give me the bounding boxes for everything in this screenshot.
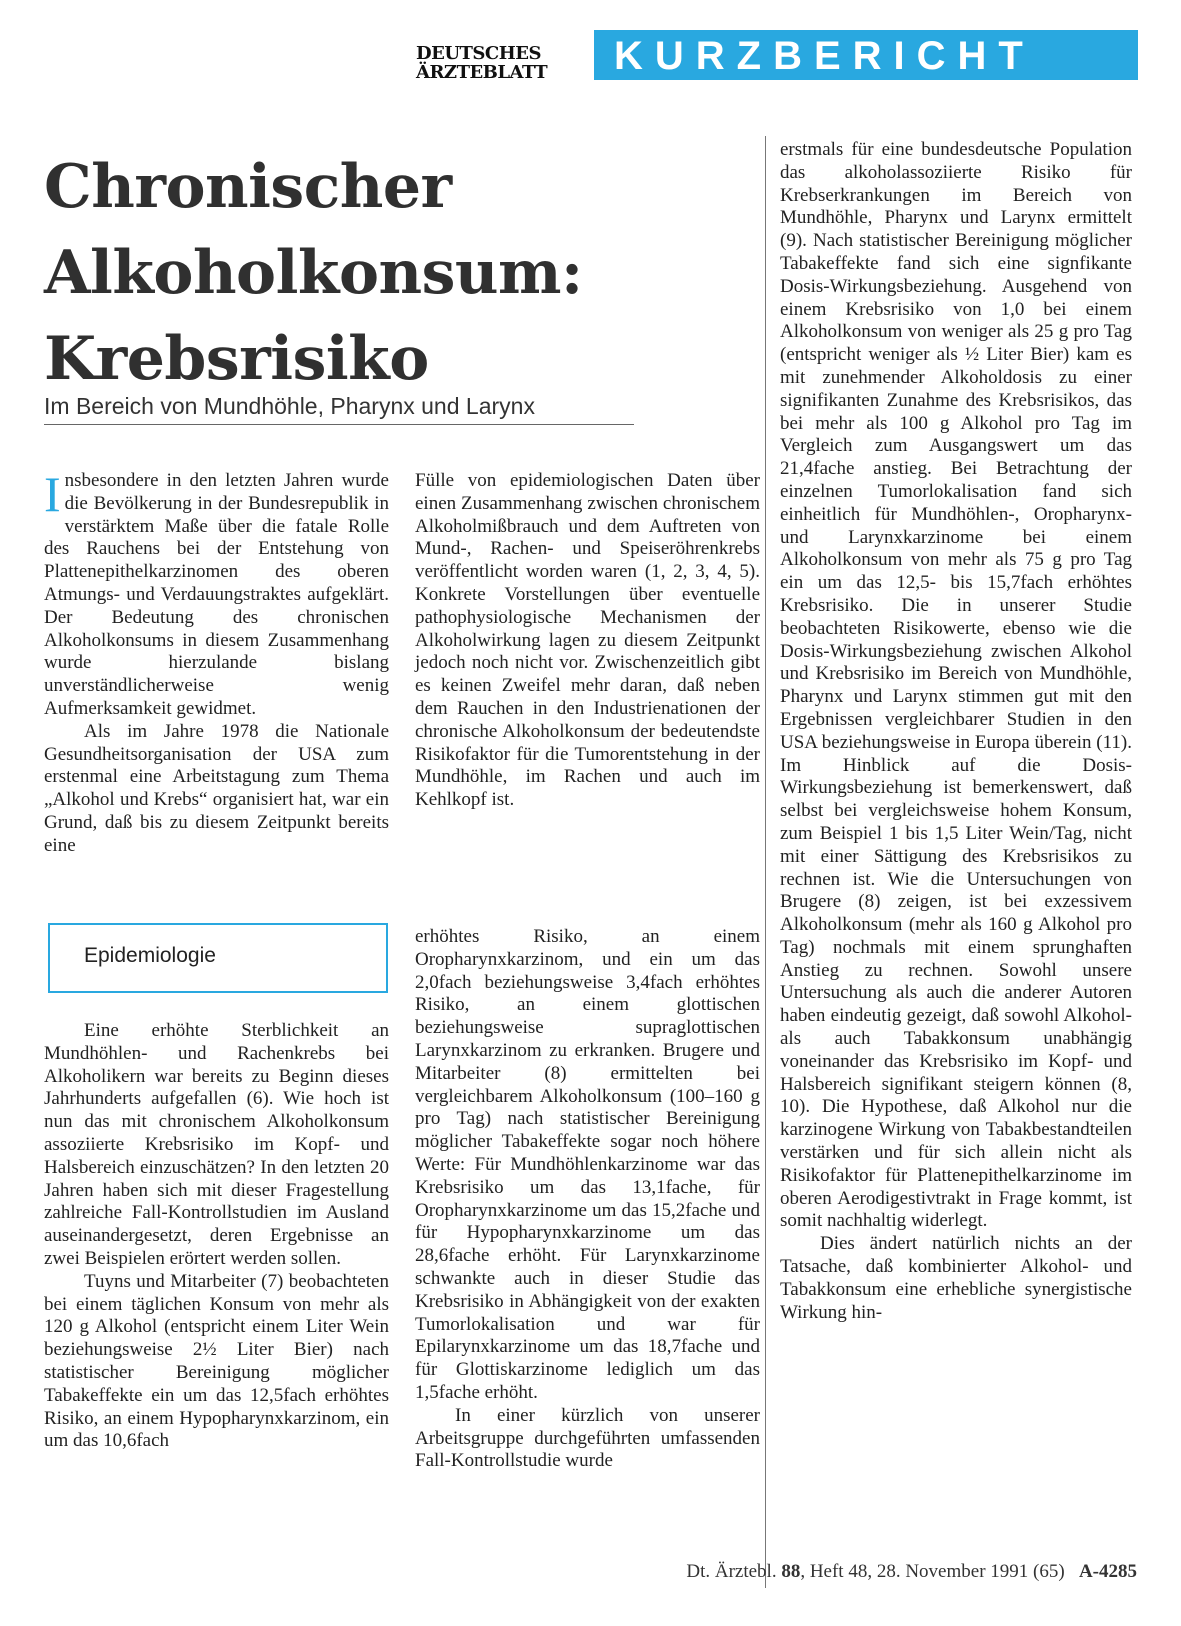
paragraph: erhöhtes Risiko, an einem Oropharynxkarzinom, und ein um das 2,0fach beziehungsweise 3,4fach erhöhtes Risiko, an einem glottischen beziehungsweise supraglottischen Larynxkarzinom zu erkranken. Brugere und Mitarbeiter (8) ermittelten bei vergleichbarem Alkoholkonsum (100–160 g pro Tag) nach statistischer Bereinigung möglicher Tabakeffekte sogar noch höhere Werte: Für Mundhöhlenkarzinome war das Krebsrisiko um das 13,1fache, für Oropharynxkarzinome um das 15,2fache und für Hypopharynxkarzinome um das 28,6fache erhöht. Für Larynxkarzinome schwankte auch in dieser Studie das Krebsrisiko in Abhängigkeit von der exakten Tumorlokalisation und war für Epilarynxkarzinome um das 18,7fache und für Glottiskarzinome lediglich um das 1,5fache erhöht. [415, 926, 760, 1403]
article-title [44, 144, 684, 402]
paragraph: Tuyns und Mitarbeiter (7) beobachteten bei einem täglichen Konsum von mehr als 120 g Alkohol (entspricht einem Liter Wein beziehungsweise 2½ Liter Bier) nach statistischer Bereinigung möglicher Tabakeffekte ein um das 12,5fach erhöhtes Risiko, an einem Hypopharynxkarzinom, ein um das 10,6fach [44, 1270, 389, 1452]
subtitle-underline [44, 424, 634, 425]
logo-line-1: DEUTSCHES [416, 43, 541, 64]
column-3 [780, 139, 1132, 1324]
column-2-epidemiology [415, 926, 760, 1473]
paragraph: Als im Jahre 1978 die Nationale Gesundheitsorganisation der USA zum erstenmal eine Arbeitstagung zum Thema „Alkohol und Krebs“ organisiert hat, war ein Grund, daß bis zu diesem Zeitpunkt bereits eine [44, 720, 389, 856]
paragraph: erstmals für eine bundesdeutsche Population das alkoholassoziierte Risiko für Krebserkrankungen im Bereich von Mundhöhle, Pharynx und Larynx ermittelt (9). Nach statistischer Bereinigung möglicher Tabakeffekte fand sich eine signfikante Dosis-Wirkungsbeziehung. Ausgehend von einem Krebsrisiko von 1,0 bei einem Alkoholkonsum von weniger als 25 g pro Tag (entspricht weniger als ½ Liter Bier) kam es mit zunehmender Alkoholdosis zu einer signifikanten Zunahme des Krebsrisikos, das bei mehr als 100 g Alkohol pro Tag im Vergleich zum Ausgangswert um das 21,4fache anstieg. Bei Betrachtung der einzelnen Tumorlokalisation fand sich einheitlich für Mundhöhlen-, Oropharynx- und Larynxkarzinome bei einem Alkoholkonsum von mehr als 75 g pro Tag ein um das 12,5- bis 15,7fach erhöhtes Krebsrisiko. Die in unserer Studie beobachteten Risikowerte, ebenso wie die Dosis-Wirkungsbeziehung zwischen Alkohol und Krebsrisiko im Bereich von Mundhöhle, Pharynx und Larynx stimmen gut mit den Ergebnissen vergleichbarer Studien in den USA beziehungsweise in Europa überein (11). Im Hinblick auf die Dosis-Wirkungsbeziehung ist bemerkenswert, daß selbst bei vergleichsweise hohem Konsum, zum Beispiel 1 bis 1,5 Liter Wein/Tag, nicht mit einer Sättigung des Krebsrisikos zu rechnen ist. Wie die Untersuchungen von Brugere (8) zeigen, ist bei exzessivem Alkoholkonsum (mehr als 160 g Alkohol pro Tag) nochmals mit einem sprunghaften Anstieg zu rechnen. Sowohl unsere Untersuchung als auch die anderer Autoren haben eindeutig gezeigt, daß sowohl Alkohol- als auch Tabakkonsum unabhängig voneinander das Krebsrisiko im Kopf- und Halsbereich signifikant steigern können (8, 10). Die Hypothese, daß Alkohol nur die karzinogene Wirkung von Tabakbestandteilen verstärken und für sich allein nicht als Risikofaktor für Plattenepithelkarzinome im oberen Aerodigestivtrakt in Frage kommt, ist somit nachhaltig widerlegt. [780, 139, 1132, 1232]
journal-name: Dt. Ärztebl. [686, 1561, 782, 1582]
issue-date: , Heft 48, 28. November 1991 (65) [800, 1561, 1065, 1582]
paragraph: Dies ändert natürlich nichts an der Tatsache, daß kombinierter Alkohol- und Tabakkonsum eine erhebliche synergistische Wirkung hin- [780, 1233, 1132, 1323]
paragraph: Fülle von epidemiologischen Daten über einen Zusammenhang zwischen chronischem Alkoholmißbrauch und dem Auftreten von Mund-, Rachen- und Speiseröhrenkrebs veröffentlicht worden waren (1, 2, 3, 4, 5). Konkrete Vorstellungen über eventuelle pathophysiologische Mechanismen der Alkoholwirkung lagen zu diesem Zeitpunkt jedoch noch nicht vor. Zwischenzeitlich gibt es keinen Zweifel mehr daran, daß neben dem Rauchen in den Industrienationen der chronische Alkoholkonsum der bedeutendste Risikofaktor für die Tumorentstehung in der Mundhöhle, im Rachen und auch im Kehlkopf ist. [415, 470, 760, 811]
intro-paragraph-text: nsbesondere in den letzten Jahren wurde die Bevölkerung in der Bundesrepublik in verstärktem Maße über die fatale Rolle des Rauchens bei der Entstehung von Plattenepithelkarzinomen des oberen Atmungs- und Verdauungstraktes aufgeklärt. Der Bedeutung des chronischen Alkoholkonsums in diesem Zusammenhang wurde hierzulande bislang unverständlicherweise wenig Aufmerksamkeit gewidmet. [44, 470, 389, 719]
logo-line-2: ÄRZTEBLATT [416, 62, 548, 83]
title-line-1: Chronischer [44, 152, 452, 222]
drop-cap: I [44, 466, 61, 522]
intro-paragraph [44, 466, 389, 721]
section-heading-box [48, 923, 388, 993]
journal-logo [416, 44, 586, 82]
section-heading: Epidemiologie [84, 944, 216, 967]
title-line-2: Alkoholkonsum: [44, 238, 583, 308]
article-subtitle: Im Bereich von Mundhöhle, Pharynx und Larynx [44, 393, 535, 419]
column-divider [765, 136, 766, 1588]
volume-number: 88 [781, 1561, 801, 1582]
title-line-3: Krebsrisiko [44, 324, 429, 394]
page-footer [686, 1561, 1137, 1583]
column-1-intro [44, 466, 389, 858]
page-number: A-4285 [1078, 1561, 1137, 1582]
paragraph: In einer kürzlich von unserer Arbeitsgruppe durchgeführten umfassenden Fall-Kontrollstudie wurde [415, 1404, 760, 1472]
section-banner [594, 30, 1138, 80]
column-1-epidemiology [44, 1020, 389, 1453]
column-2-intro [415, 470, 760, 812]
paragraph: Eine erhöhte Sterblichkeit an Mundhöhlen- und Rachenkrebs bei Alkoholikern war bereits zu Beginn dieses Jahrhunderts aufgefallen (6). Wie hoch ist nun das mit chronischem Alkoholkonsum assoziierte Krebsrisiko im Kopf- und Halsbereich einzuschätzen? In den letzten 20 Jahren haben sich mit dieser Fragestellung zahlreiche Fall-Kontrollstudien im Ausland auseinandergesetzt, deren Ergebnisse an zwei Beispielen erörtert werden sollen. [44, 1020, 389, 1269]
section-label: KURZBERICHT [614, 34, 1035, 78]
